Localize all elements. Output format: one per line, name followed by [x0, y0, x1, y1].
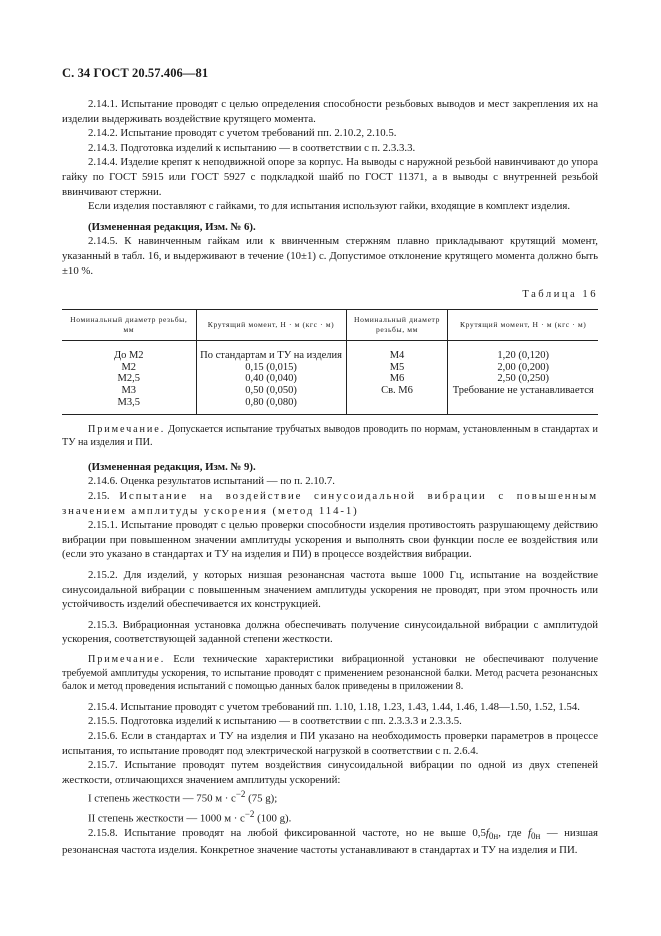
- paragraph-2-14-2: 2.14.2. Испытание проводят с учетом требований пп. 2.10.2, 2.10.5.: [88, 127, 397, 140]
- table-header-cell: Номинальный диаметр резьбы, мм: [346, 309, 448, 340]
- section-2-15-heading: [62, 489, 598, 518]
- table-cell: М6: [346, 373, 448, 385]
- table-cell: [448, 397, 598, 414]
- table-cell: М4: [346, 340, 448, 361]
- table-cell: По стандартам и ТУ на изделия: [196, 340, 346, 361]
- section-number: 2.15.: [88, 490, 110, 503]
- table-row: [62, 362, 598, 374]
- severity-degree-1: I степень жесткости — 750 $м \cdot с^{-2}$ (75 g);: [88, 789, 278, 805]
- table-header-cell: Крутящий момент, Н · м (кгс · м): [196, 309, 346, 340]
- table-header-row: [62, 309, 598, 340]
- table-cell: 0,80 (0,080): [196, 397, 346, 414]
- table-cell: Св. М6: [346, 385, 448, 397]
- paragraph-2-15-6: 2.15.6. Если в стандартах и ТУ на изделия и ПИ указано на необходимость проверки параметров в процессе испытания, то испытание проводят под электрической нагрузкой в соответствии с п. 2.6.4.: [62, 729, 598, 757]
- note-text: Если технические характеристики вибрационной установки не обеспечивают получение требуемой амплитуды ускорения, то испытание проводят с применением резонансной балки. Метод расчета резонансных балок и метод проведения испытаний с помощью данных балок приведены в приложении 8.: [62, 654, 598, 693]
- table-cell: 0,15 (0,015): [196, 362, 346, 374]
- table-row: [62, 385, 598, 397]
- paragraph-2-15-8: 2.15.8. Испытание проводят на любой фиксированной частоте, но не выше $0,5f_{0н}$, где $f_{0н}$ — низшая резонансная частота изделия. Конкретное значение частоты устанавливают в стандартах и ТУ на изделия и ПИ.: [62, 826, 598, 857]
- table-cell: 2,00 (0,200): [448, 362, 598, 374]
- table-header-cell: Номинальный диаметр резьбы, мм: [62, 309, 196, 340]
- table-cell: М2: [121, 361, 137, 373]
- paragraph-2-15-4: 2.15.4. Испытание проводят с учетом требований пп. 1.10, 1.18, 1.23, 1.43, 1.44, 1.46, 1.48—1.50, 1.52, 1.54.: [88, 700, 580, 713]
- table-row: [62, 373, 598, 385]
- page-header: С. 34 ГОСТ 20.57.406—81: [62, 66, 209, 80]
- table-cell: Требование не устанавливается: [448, 385, 598, 397]
- severity-degree-2: II степень жесткости — 1000 $м \cdot с^{-2}$ (100 g).: [88, 808, 292, 825]
- paragraph-2-15-5: 2.15.5. Подготовка изделий к испытанию — в соответствии с пп. 2.3.3.3 и 2.3.3.5.: [88, 715, 462, 728]
- edit-note-9: (Измененная редакция, Изм. № 9).: [88, 460, 256, 473]
- note-label: Примечание.: [88, 423, 166, 435]
- paragraph-2-14-4: 2.14.4. Изделие крепят к неподвижной опоре за корпус. На выводы с наружной резьбой навинчивают до упора гайку по ГОСТ 5915 или ГОСТ 5927 с подкладкой шайб по ГОСТ 11371, а в выводы с внутренней резьбой ввинчивают стержни.: [62, 156, 598, 198]
- table-cell: 2,50 (0,250): [448, 373, 598, 385]
- table-caption: Таблица 16: [522, 289, 598, 301]
- table-cell: До М2: [113, 349, 144, 361]
- table-row: [62, 397, 598, 414]
- paragraph-2-15-1: 2.15.1. Испытание проводят с целью проверки способности изделия противостоять разрушающему действию вибрации при повышенном значении амплитуды ускорения и выполнять свои функции после ее воздействия или (если это указано в стандартах и ТУ на изделия и ПИ) в процессе воздействия вибрации.: [62, 519, 598, 561]
- table-cell: М3,5: [117, 396, 140, 408]
- table-cell: [346, 397, 448, 414]
- table-cell: 0,50 (0,050): [196, 385, 346, 397]
- table-cell: М3: [121, 385, 137, 397]
- note-text: Допускается испытание трубчатых выводов проводить по нормам, установленным в стандартах и ТУ на изделия и ПИ.: [62, 423, 598, 449]
- table-cell: 0,40 (0,040): [196, 373, 346, 385]
- paragraph-2-14-6: 2.14.6. Оценка результатов испытаний — по п. 2.10.7.: [88, 475, 335, 488]
- paragraph-2-14-1: 2.14.1. Испытание проводят с целью определения способности резьбовых выводов и мест закрепления их на изделии выдерживать воздействие крутящего момента.: [62, 98, 598, 125]
- edit-note-6: (Измененная редакция, Изм. № 6).: [88, 220, 256, 233]
- table-cell: М2,5: [117, 373, 140, 385]
- table-note: [62, 423, 598, 450]
- document-body: [62, 97, 598, 858]
- table-cell: М5: [346, 362, 448, 374]
- paragraph-2-15-2: 2.15.2. Для изделий, у которых низшая резонансная частота выше 1000 Гц, испытание на воздействие синусоидальной вибрации с повышенным значением амплитуды ускорения не проводят, при этом прочность или устойчивость изделий обеспечивается их конструкцией.: [62, 569, 598, 611]
- table-16: [62, 309, 598, 414]
- table-row: [62, 340, 598, 361]
- table-cell: 1,20 (0,120): [448, 340, 598, 361]
- paragraph-2-15-3: 2.15.3. Вибрационная установка должна обеспечивать получение синусоидальной вибрации с амплитудой ускорения, соответствующей заданной степени жесткости.: [62, 618, 598, 646]
- paragraph-nuts: Если изделия поставляют с гайками, то для испытания используют гайки, входящие в комплект изделия.: [88, 200, 571, 213]
- vibration-note: [62, 653, 598, 694]
- paragraph-2-14-3: 2.14.3. Подготовка изделий к испытанию — в соответствии с п. 2.3.3.3.: [88, 141, 416, 154]
- table-header-cell: Крутящий момент, Н · м (кгс · м): [448, 309, 598, 340]
- note-label: Примечание.: [88, 654, 166, 666]
- paragraph-2-14-5: 2.14.5. К навинченным гайкам или к ввинченным стержням плавно прикладывают крутящий момент, указанный в табл. 16, и выдерживают в течение (10±1) с. Допустимое отклонение крутящего момента должно быть ±10 %.: [62, 235, 598, 277]
- table-bottom-rule: [62, 414, 598, 415]
- section-title: Испытание на воздействие синусоидальной вибрации с повышенным значением амплитуды ускорения (метод 114-1): [62, 490, 599, 517]
- paragraph-2-15-7: 2.15.7. Испытание проводят путем воздействия синусоидальной вибрации по одной из двух степеней жесткости, отличающихся значением амплитуды ускорений:: [62, 759, 598, 786]
